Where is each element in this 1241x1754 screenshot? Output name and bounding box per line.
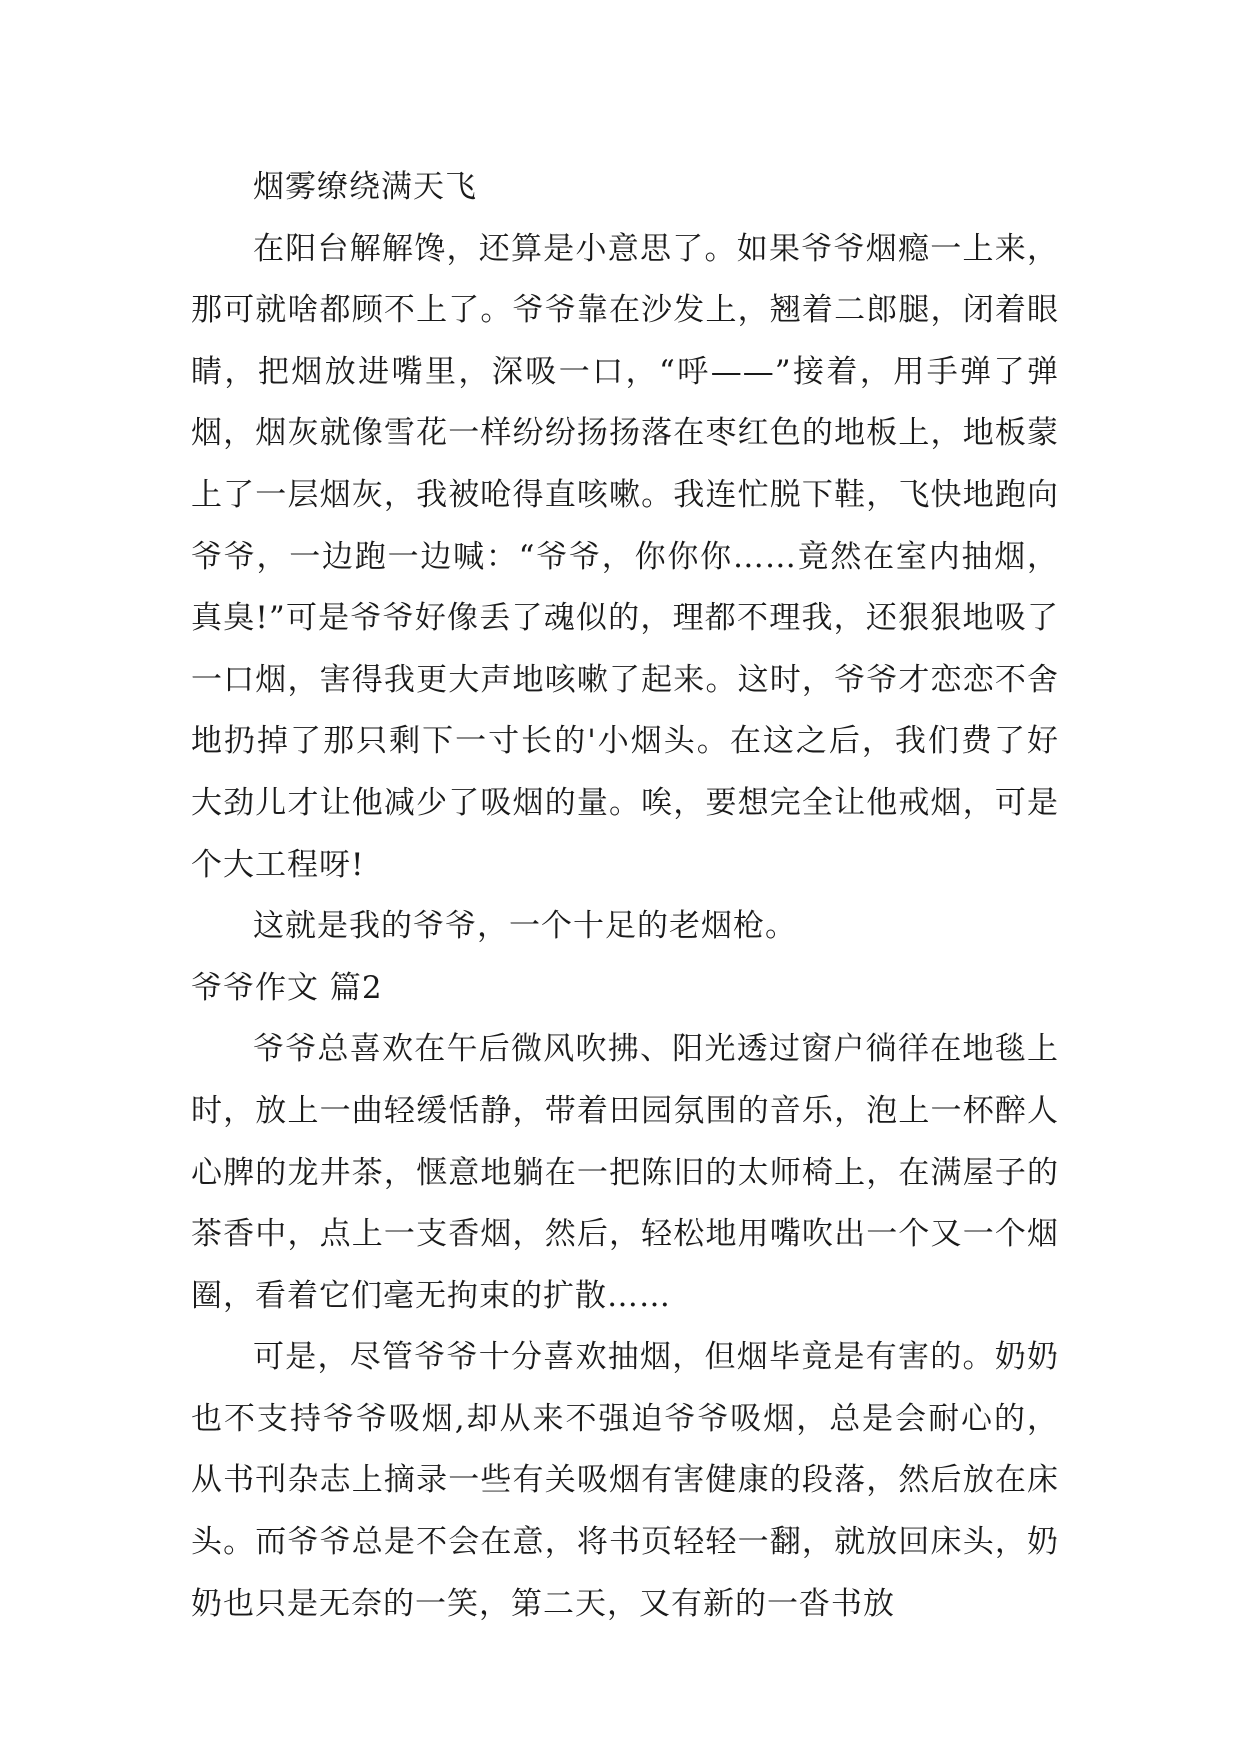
document-body xyxy=(191,157,1059,1635)
paragraph: 这就是我的爷爷，一个十足的老烟枪。 xyxy=(253,908,797,945)
paragraph-subtitle: 烟雾缭绕满天飞 xyxy=(253,169,477,205)
section-heading: 爷爷作文 篇2 xyxy=(191,969,383,1006)
paragraph: 在阳台解解馋，还算是小意思了。如果爷爷烟瘾一上来，那可就啥都顾不上了。爷爷靠在沙发上，翘着二郎腿，闭着眼睛，把烟放进嘴里，深吸一口，“呼——”接着，用手弹了弹烟，烟灰就像雪花一样纷纷扬扬落在枣红色的地板上，地板蒙上了一层烟灰，我被呛得直咳嗽。我连忙脱下鞋，飞快地跑向爷爷，一边跑一边喊：“爷爷，你你你……竟然在室内抽烟，真臭!”可是爷爷好像丢了魂似的，理都不理我，还狠狠地吸了一口烟，害得我更大声地咳嗽了起来。这时，爷爷才恋恋不舍地扔掉了那只剩下一寸长的'小烟头。在这之后，我们费了好大劲儿才让他减少了吸烟的量。唉，要想完全让他戒烟，可是个大工程呀! xyxy=(191,230,1059,883)
paragraph: 爷爷总喜欢在午后微风吹拂、阳光透过窗户徜徉在地毯上时，放上一曲轻缓恬静，带着田园氛围的音乐，泡上一杯醉人心脾的龙井茶，惬意地躺在一把陈旧的太师椅上，在满屋子的茶香中，点上一支香烟，然后，轻松地用嘴吹出一个又一个烟圈，看着它们毫无拘束的扩散…… xyxy=(191,1031,1059,1314)
paragraph: 可是，尽管爷爷十分喜欢抽烟，但烟毕竟是有害的。奶奶也不支持爷爷吸烟,却从来不强迫爷爷吸烟，总是会耐心的，从书刊杂志上摘录一些有关吸烟有害健康的段落，然后放在床头。而爷爷总是不会在意，将书页轻轻一翻，就放回床头，奶奶也只是无奈的一笑，第二天，又有新的一沓书放 xyxy=(191,1339,1059,1622)
